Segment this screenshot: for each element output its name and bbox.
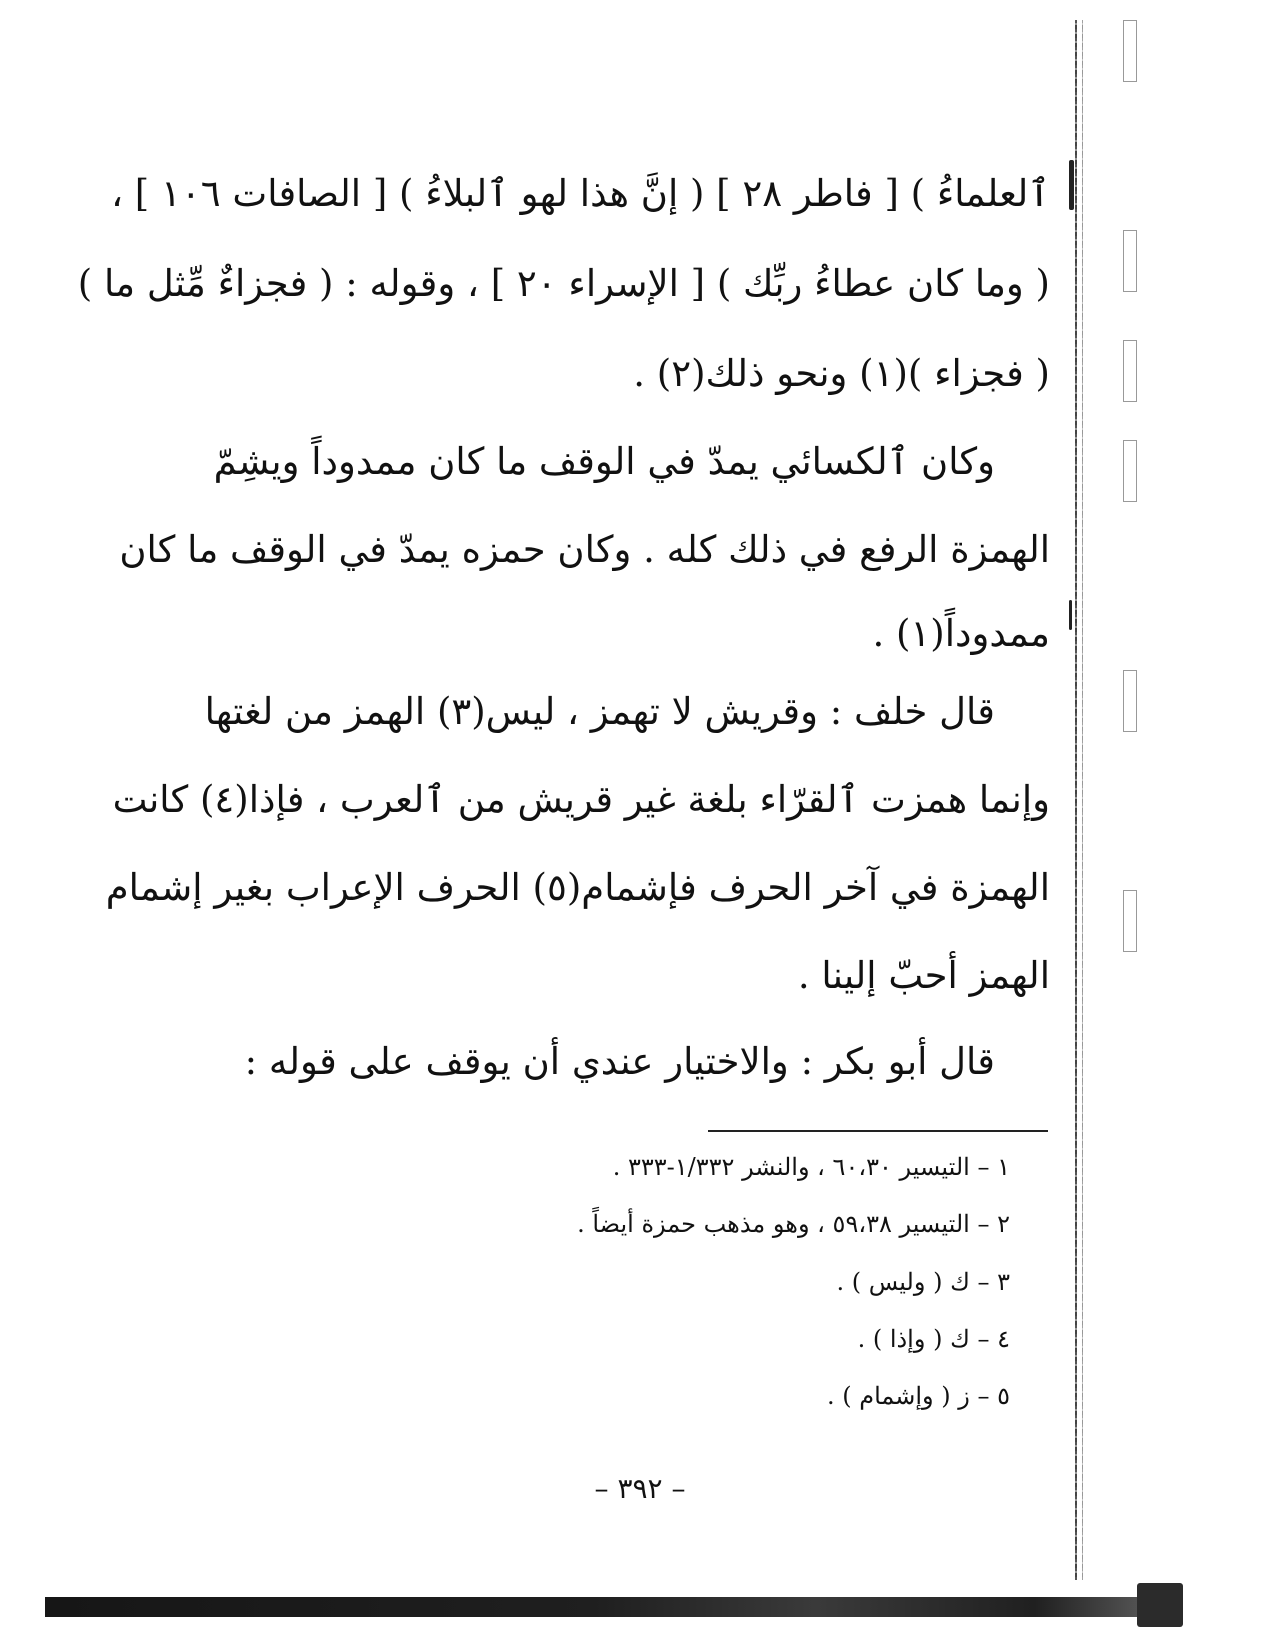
footnote: ٤ – ك ( وإذا ) . (857, 1325, 1010, 1353)
text-line: وإنما همزت ٱلقرّاء بلغة غير قريش من ٱلعرب ، فإذا(٤) كانت (112, 778, 1050, 821)
text-line: الهمزة الرفع في ذلك كله . وكان حمزه يمدّ في الوقف ما كان (119, 528, 1050, 571)
edge-artifact (1123, 670, 1137, 732)
binding-edge (1075, 20, 1077, 1580)
edge-artifact (1123, 230, 1137, 292)
text-line: ممدوداً(١) . (872, 612, 1050, 655)
text-line: وكان ٱلكسائي يمدّ في الوقف ما كان ممدوداً ويشِمّ (213, 440, 995, 483)
text-line: ( وما كان عطاءُ ربِّك ) [ الإسراء ٢٠ ] ، وقوله : ( فجزاءٌ مِّثل ما ) (77, 262, 1050, 305)
footnote: ٣ – ك ( وليس ) . (836, 1268, 1010, 1296)
edge-artifact (1123, 340, 1137, 402)
scan-border (45, 1597, 1145, 1617)
text-line: قال أبو بكر : والاختيار عندي أن يوقف على قوله : (244, 1040, 995, 1083)
footnote-separator (708, 1130, 1048, 1132)
binding-mark (1069, 600, 1072, 630)
text-line: الهمز أحبّ إلينا . (797, 954, 1050, 997)
binding-edge-inner (1082, 20, 1083, 1580)
footnote: ١ – التيسير ٦٠،٣٠ ، والنشر ١/٣٣٢-٣٣٣ . (612, 1153, 1010, 1181)
text-line: ( فجزاء )(١) ونحو ذلك(٢) . (633, 352, 1050, 395)
footnote: ٢ – التيسير ٥٩،٣٨ ، وهو مذهب حمزة أيضاً . (577, 1210, 1010, 1238)
text-line: قال خلف : وقريش لا تهمز ، ليس(٣) الهمز من لغتها (204, 690, 995, 733)
text-line: الهمزة في آخر الحرف فإشمام(٥) الحرف الإعراب بغير إشمام (105, 866, 1050, 909)
edge-artifact (1123, 440, 1137, 502)
page-number: – ٣٩٢ – (594, 1472, 686, 1505)
edge-artifact (1123, 20, 1137, 82)
text-line: ٱلعلماءُ ) [ فاطر ٢٨ ] ( إنَّ هذا لهو ٱلبلاءُ ) [ الصافات ١٠٦ ] ، (111, 172, 1050, 215)
edge-artifact (1123, 890, 1137, 952)
binding-mark (1069, 160, 1074, 210)
footnote: ٥ – ز ( وإشمام ) . (826, 1382, 1010, 1410)
